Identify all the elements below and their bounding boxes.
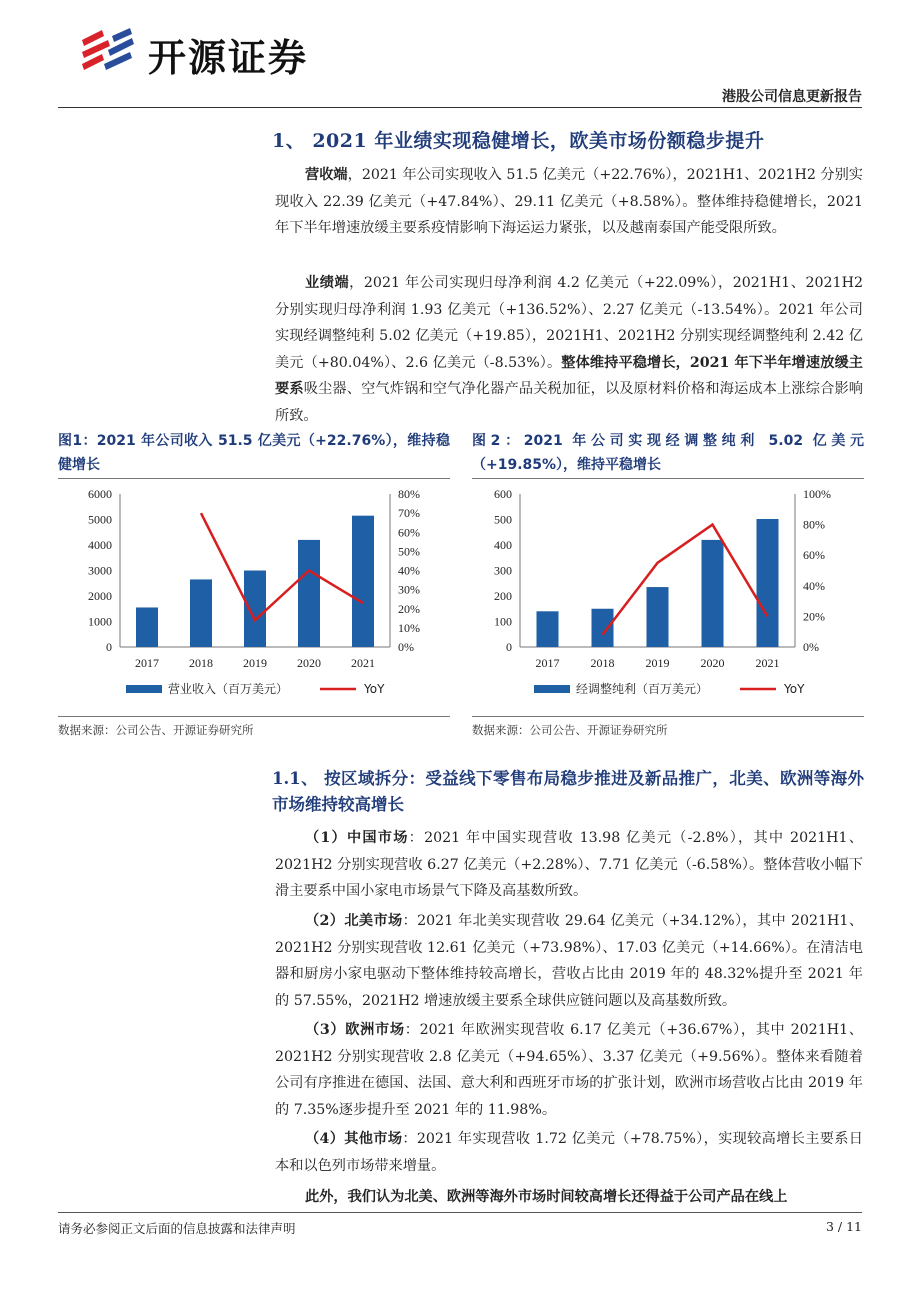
c1-y2-tick: 80% bbox=[398, 487, 420, 501]
company-logo bbox=[78, 26, 308, 82]
c2-x-tick-2017: 2017 bbox=[535, 656, 560, 670]
c1-x-tick-2021: 2021 bbox=[351, 656, 375, 670]
na-market-text: ：2021 年北美实现营收 29.64 亿美元（+34.12%），其中 2021H1、2021H2 分别实现营收 12.61 亿美元（+73.98%）、17.03 亿美元（+14.66%）。在清洁电器和厨房小家电驱动下整体维持较高增长，营收占比由 2019 年的 48.32%提升至 2021 年的 57.55%，2021H2 增速放缓主要系全球供应链问题以及高基数所致。 bbox=[275, 913, 864, 1009]
c2-y-tick: 500 bbox=[494, 512, 512, 527]
c1-x-tick-2020: 2020 bbox=[297, 656, 321, 670]
figure-2-chart bbox=[472, 480, 864, 712]
section-1-heading: 1、 2021 年业绩实现稳健增长，欧美市场份额稳步提升 bbox=[272, 130, 765, 152]
figure-1-top-rule bbox=[58, 478, 450, 479]
china-market-label: （1）中国市场 bbox=[305, 830, 409, 846]
earnings-label: 业绩端 bbox=[305, 275, 350, 291]
revenue-label: 营收端 bbox=[305, 167, 348, 183]
figure-2-source: 数据来源：公司公告、开源证券研究所 bbox=[472, 723, 668, 737]
figure-2-bottom-rule bbox=[472, 716, 864, 717]
c1-y2-tick: 60% bbox=[398, 525, 420, 540]
c1-y-tick: 6000 bbox=[88, 487, 112, 501]
c1-y2-tick: 30% bbox=[398, 582, 420, 597]
eu-market-paragraph bbox=[275, 1017, 863, 1123]
figure-1-source: 数据来源：公司公告、开源证券研究所 bbox=[58, 723, 254, 737]
c1-y-tick: 4000 bbox=[88, 538, 112, 552]
c2-bar-2018 bbox=[592, 609, 614, 647]
eu-market-text: ：2021 年欧洲实现营收 6.17 亿美元（+36.67%），其中 2021H1、2021H2 分别实现营收 2.8 亿美元（+94.65%）、3.37 亿美元（+9.56%）。整体来看随着公司有序推进在德国、法国、意大利和西班牙市场的扩张计划，欧洲市场营收占比由 2019 年的 7.35%逐步提升至 2021 年的 11.98%。 bbox=[275, 1022, 863, 1118]
figure-1-bottom-rule bbox=[58, 716, 450, 717]
figure-1-title: 图1：2021 年公司收入 51.5 亿美元（+22.76%），维持稳健增长 bbox=[58, 433, 450, 473]
c1-bar-2018 bbox=[190, 579, 212, 647]
eu-market-label: （3）欧洲市场 bbox=[305, 1022, 405, 1038]
report-type: 港股公司信息更新报告 bbox=[722, 89, 862, 105]
c1-y-tick: 5000 bbox=[88, 512, 112, 527]
section-1-1-heading: 1.1、 按区域拆分：受益线下零售布局稳步推进及新品推广，北美、欧洲等海外市场维持较高增长 bbox=[272, 769, 864, 814]
c1-y2-tick: 40% bbox=[398, 563, 420, 578]
china-market-paragraph bbox=[275, 825, 863, 905]
c2-y-tick: 400 bbox=[494, 538, 512, 552]
figure-2-top-rule bbox=[472, 478, 864, 479]
c1-bar-2017 bbox=[136, 607, 158, 647]
earnings-text-2: 吸尘器、空气炸锅和空气净化器产品关税加征，以及原材料价格和海运成本上涨综合影响所致。 bbox=[275, 381, 863, 424]
page-number: 3 / 11 bbox=[825, 1219, 862, 1234]
c1-bar-2021 bbox=[352, 516, 374, 647]
other-market-label: （4）其他市场 bbox=[305, 1131, 403, 1147]
c1-y2-tick: 70% bbox=[398, 506, 420, 521]
c2-y-tick: 200 bbox=[494, 589, 512, 603]
c2-x-tick-2018: 2018 bbox=[590, 656, 615, 670]
chart1-legend-bar-swatch bbox=[126, 685, 162, 693]
c2-y2-tick: 40% bbox=[803, 578, 825, 593]
chart1-legend-line-label: YoY bbox=[364, 682, 385, 696]
chart2-legend-bar-label: 经调整纯利（百万美元） bbox=[576, 682, 709, 696]
c2-y-tick: 600 bbox=[494, 487, 512, 501]
c1-y2-tick: 20% bbox=[398, 601, 420, 616]
c2-y2-tick: 60% bbox=[803, 548, 825, 563]
c2-bar-2019 bbox=[647, 587, 669, 647]
footer-disclaimer: 请务必参阅正文后面的信息披露和法律声明 bbox=[58, 1221, 296, 1236]
earnings-text: ，2021 年公司实现归母净利润 4.2 亿美元（+22.09%），2021H1、2021H2 分别实现归母净利润 1.93 亿美元（+136.52%）、2.27 亿美元（-13.54%）。2021 年公司实现经调整纯利 5.02 亿美元（+19.85），2021H1、2021H2 分别实现经调整纯利 2.42 亿美元（+80.04%）、2.6 亿美元（-8.53%）。 bbox=[275, 275, 863, 371]
c2-bar-2021 bbox=[757, 519, 779, 647]
footer-divider bbox=[58, 1212, 862, 1213]
c2-y2-tick: 100% bbox=[803, 487, 831, 501]
chart2-legend-line-label: YoY bbox=[784, 682, 805, 696]
c1-y2-tick: 50% bbox=[398, 544, 420, 559]
c2-y-tick: 300 bbox=[494, 563, 512, 578]
other-market-paragraph bbox=[275, 1126, 863, 1179]
header-divider bbox=[58, 107, 862, 108]
chart1-legend-bar-label: 营业收入（百万美元） bbox=[168, 682, 289, 696]
china-market-text: ：2021 年中国实现营收 13.98 亿美元（-2.8%），其中 2021H1、2021H2 分别实现营收 6.27 亿美元（+2.28%）、7.71 亿美元（-6.58%）。整体营收小幅下滑主要系中国小家电市场景气下降及高基数所致。 bbox=[275, 830, 863, 899]
revenue-paragraph bbox=[275, 162, 863, 242]
c1-x-tick-2018: 2018 bbox=[189, 656, 213, 670]
c1-y-tick: 0 bbox=[106, 640, 112, 654]
c2-y2-tick: 80% bbox=[803, 517, 825, 532]
c2-y-tick: 0 bbox=[506, 640, 512, 654]
company-name: 开源证券 bbox=[148, 35, 309, 80]
c2-bar-2020 bbox=[702, 540, 724, 647]
c2-y2-tick: 0% bbox=[803, 640, 819, 654]
figure-2-title: 图2：2021 年公司实现经调整纯利 5.02 亿美元（+19.85%），维持平稳增长 bbox=[472, 433, 864, 473]
c2-x-tick-2020: 2020 bbox=[700, 656, 725, 670]
c1-bar-2019 bbox=[244, 571, 266, 648]
revenue-text: ，2021 年公司实现收入 51.5 亿美元（+22.76%），2021H1、2021H2 分别实现收入 22.39 亿美元（+47.84%）、29.11 亿美元（+8.58%）。整体维持稳健增长，2021 年下半年增速放缓主要系疫情影响下海运运力紧张，以及越南泰国产能受限所致。 bbox=[275, 167, 863, 236]
c2-y2-tick: 20% bbox=[803, 609, 825, 624]
c1-bar-2020 bbox=[298, 540, 320, 647]
earnings-paragraph bbox=[275, 270, 863, 429]
c2-x-tick-2019: 2019 bbox=[645, 656, 670, 670]
earnings-bold-text: 整体维持平稳增长，2021 年下半年增速放缓主要系 bbox=[275, 354, 863, 397]
c2-y-tick: 100 bbox=[494, 614, 512, 629]
c1-y-tick: 2000 bbox=[88, 589, 112, 603]
closing-paragraph bbox=[275, 1184, 863, 1211]
na-market-label: （2）北美市场 bbox=[305, 913, 403, 929]
c1-y-tick: 3000 bbox=[88, 563, 112, 578]
c1-y2-tick: 0% bbox=[398, 640, 414, 654]
chart2-yoy-line bbox=[603, 525, 768, 635]
c2-bar-2017 bbox=[537, 611, 559, 647]
chart1-yoy-line bbox=[201, 513, 363, 620]
c1-y2-tick: 10% bbox=[398, 620, 420, 635]
figure-1-chart bbox=[58, 480, 450, 712]
c1-x-tick-2019: 2019 bbox=[243, 656, 267, 670]
logo-mark-icon bbox=[78, 26, 136, 82]
closing-text: 此外，我们认为北美、欧洲等海外市场时间较高增长还得益于公司产品在线上 bbox=[305, 1189, 788, 1205]
c1-x-tick-2017: 2017 bbox=[135, 656, 159, 670]
c2-x-tick-2021: 2021 bbox=[755, 656, 780, 670]
na-market-paragraph bbox=[275, 908, 863, 1014]
other-market-text: ：2021 年实现营收 1.72 亿美元（+78.75%），实现较高增长主要系日本和以色列市场带来增量。 bbox=[275, 1131, 863, 1174]
c1-y-tick: 1000 bbox=[88, 614, 112, 629]
chart2-legend-bar-swatch bbox=[534, 685, 570, 693]
